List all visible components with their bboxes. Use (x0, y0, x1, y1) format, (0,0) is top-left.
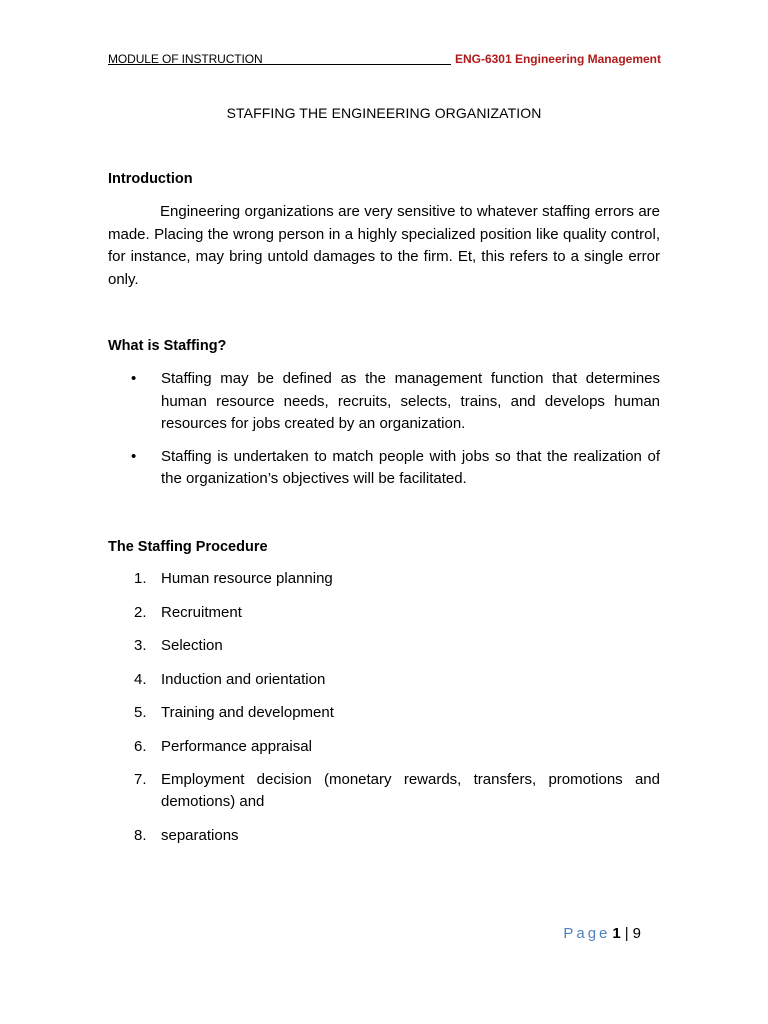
introduction-paragraph: Engineering organizations are very sensitive to whatever staffing errors are made. Placing the wrong person in a highly specialized position like quality control, for instance, may bring untold damages to the firm. Et, this refers to a single error only. (108, 203, 660, 288)
step-text: separations (161, 826, 239, 844)
staffing-procedure-list (108, 568, 660, 847)
step-number: 3. (134, 637, 147, 654)
bullet-text: Staffing is undertaken to match people with jobs so that the realization of the organization’s objectives will be facilitated. (161, 447, 660, 487)
step-number: 4. (134, 670, 147, 688)
list-item (108, 602, 660, 624)
step-number: 7. (134, 771, 147, 788)
step-number: 1. (134, 570, 147, 587)
step-text: Recruitment (161, 603, 242, 621)
page-header (108, 51, 661, 67)
what-is-staffing-heading: What is Staffing? (108, 338, 227, 354)
total-pages: 9 (632, 925, 641, 942)
bullet-icon: • (131, 447, 137, 465)
page-number: 1 (612, 925, 621, 942)
step-text: Employment decision (monetary rewards, transfers, promotions and demotions) and (161, 771, 660, 810)
header-module-label: MODULE OF INSTRUCTION (108, 52, 263, 66)
bullet-text: Staffing may be defined as the management function that determines human resource needs, recruits, selects, trains, and develops human resources for jobs created by an organization. (161, 370, 660, 432)
header-underline-rule (254, 64, 451, 65)
page-separator: | (624, 925, 629, 942)
list-item (108, 736, 660, 758)
list-item (108, 769, 660, 813)
step-text: Selection (161, 637, 223, 654)
bullet-icon: • (131, 370, 137, 387)
list-item (108, 702, 660, 724)
step-number: 6. (134, 737, 147, 755)
step-text: Human resource planning (161, 570, 333, 587)
step-number: 2. (134, 603, 147, 621)
introduction-heading: Introduction (108, 171, 193, 187)
step-text: Induction and orientation (161, 670, 326, 688)
list-item (108, 825, 660, 847)
staffing-procedure-heading: The Staffing Procedure (108, 539, 268, 555)
step-number: 8. (134, 826, 147, 844)
step-number: 5. (134, 704, 147, 721)
staffing-definition-list (108, 368, 660, 491)
step-text: Performance appraisal (161, 737, 312, 755)
list-item (108, 669, 660, 691)
page-label: Page (563, 925, 611, 942)
page-footer (563, 924, 641, 944)
document-title: STAFFING THE ENGINEERING ORGANIZATION (226, 105, 542, 121)
header-course-title: ENG-6301 Engineering Management (454, 52, 661, 66)
list-item (108, 635, 660, 657)
list-item (108, 446, 660, 491)
step-text: Training and development (161, 704, 334, 721)
list-item (108, 568, 660, 590)
list-item (108, 368, 660, 436)
